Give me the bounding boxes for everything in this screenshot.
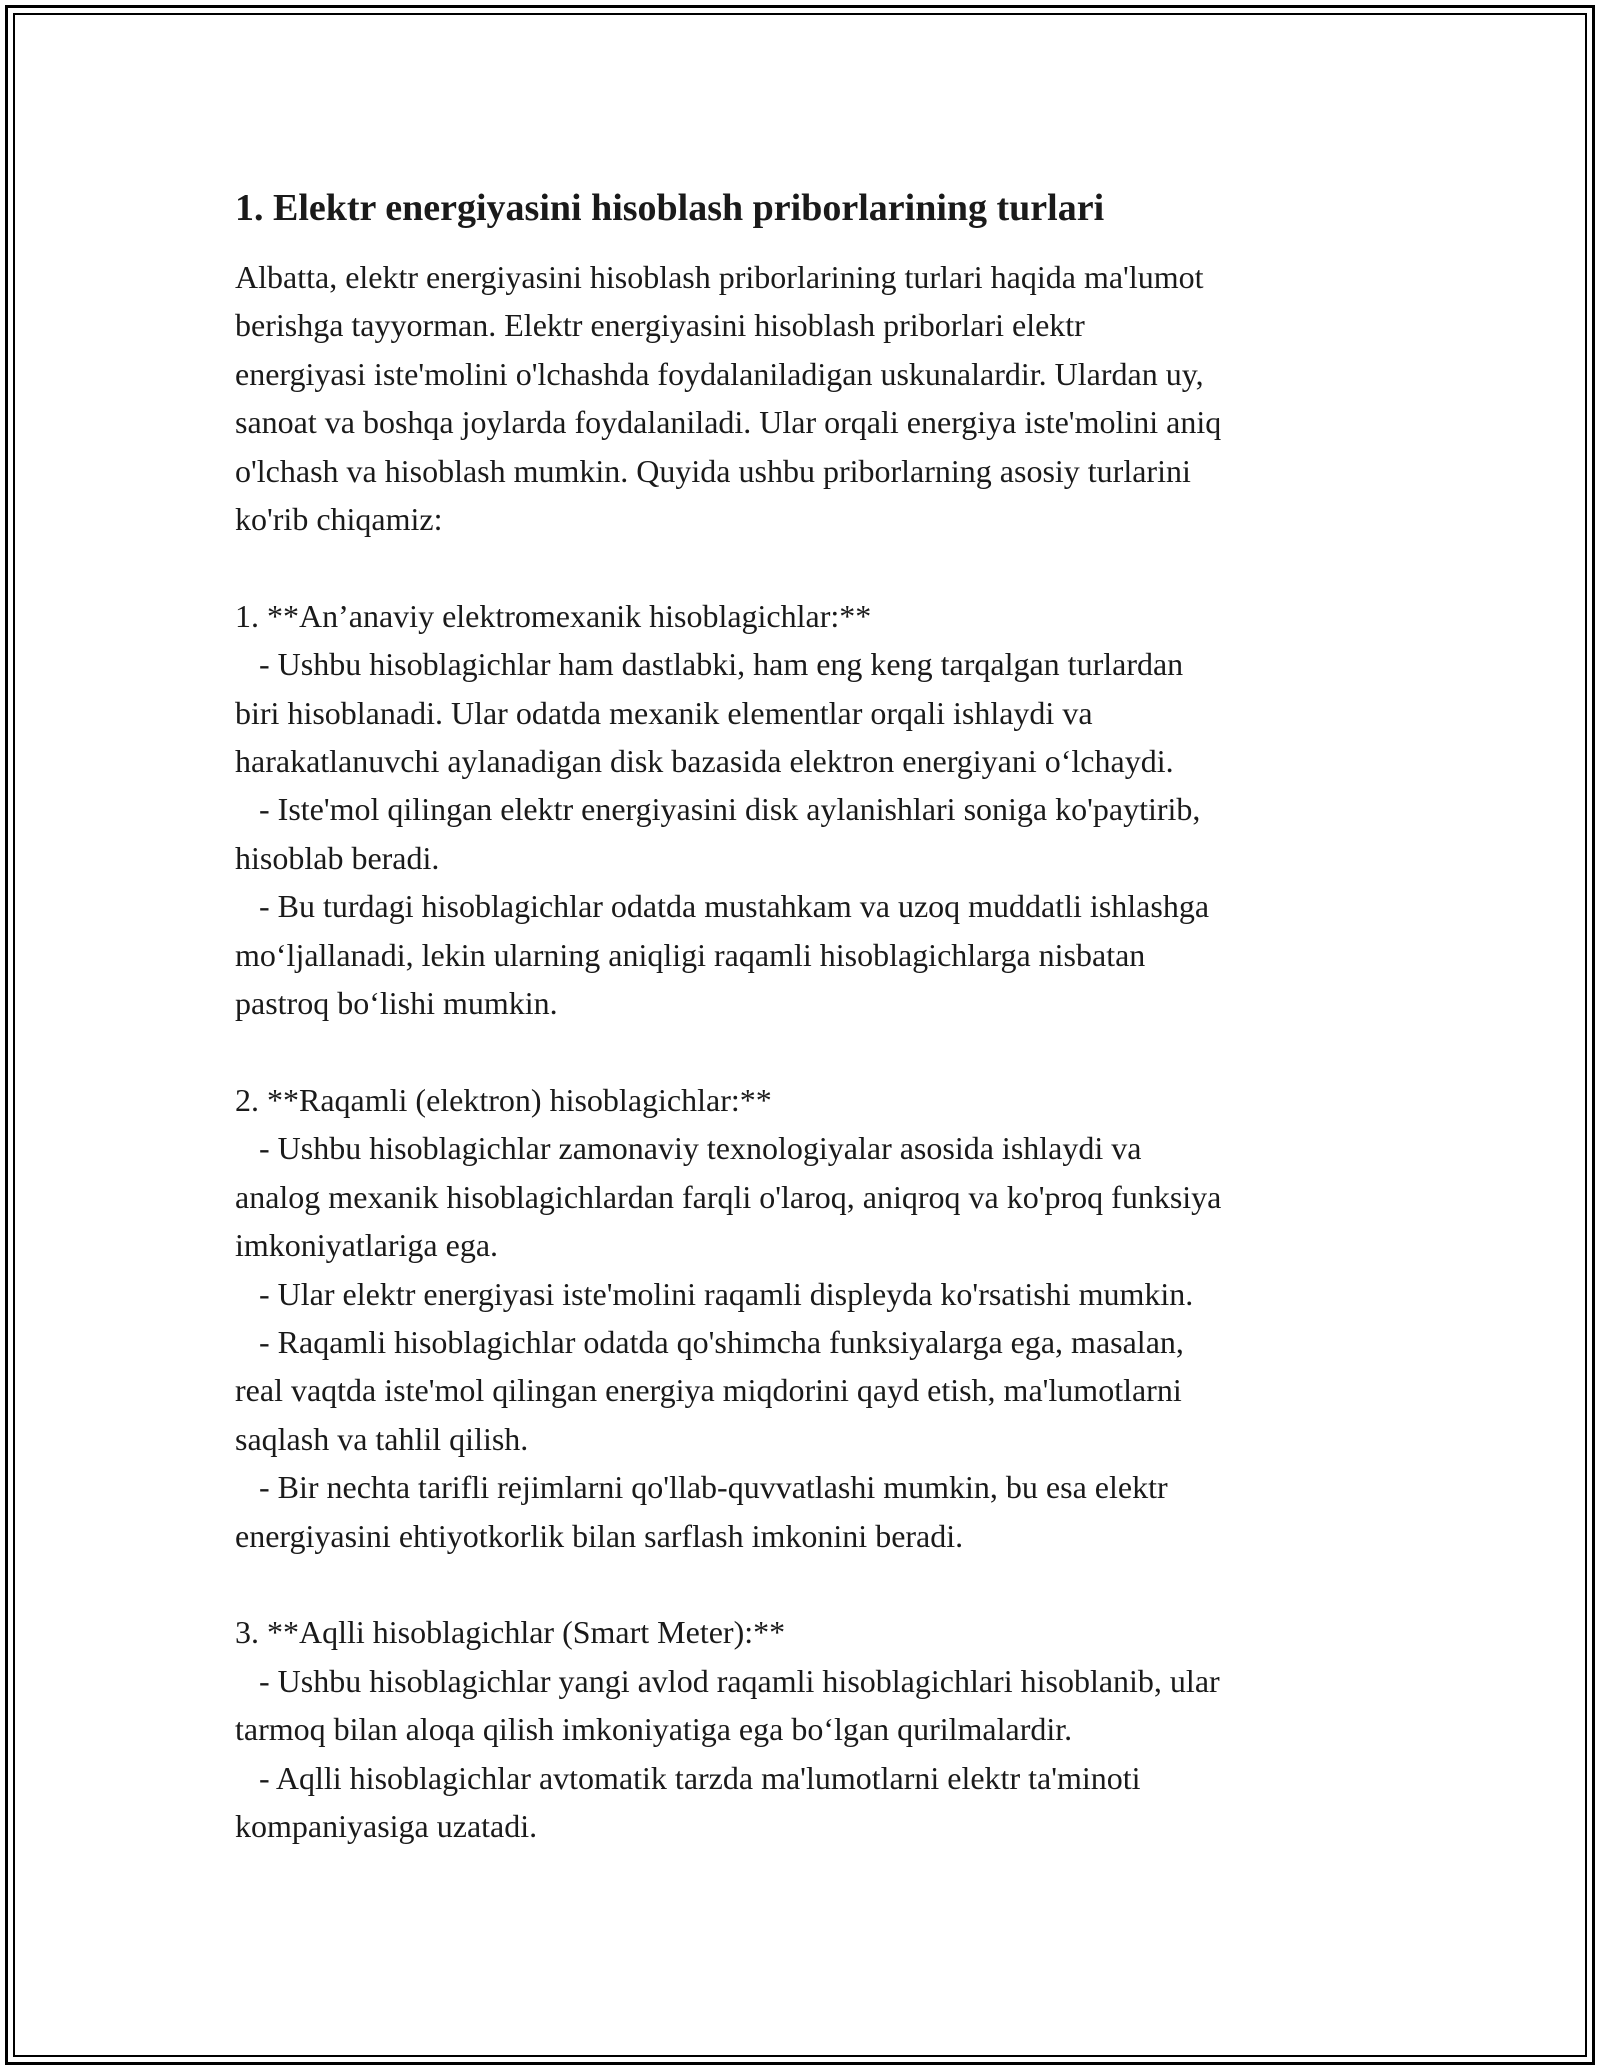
text-line: saqlash va tahlil qilish. (235, 1420, 529, 1457)
text-line: ko'rib chiqamiz: (235, 501, 443, 538)
text-line: analog mexanik hisoblagichlardan farqli o'laroq, aniqroq va ko'proq funksiya (235, 1178, 1222, 1215)
text-line: hisoblab beradi. (235, 839, 440, 876)
document-text (235, 253, 1385, 1850)
text-line: real vaqtda iste'mol qilingan energiya miqdorini qayd etish, ma'lumotlarni (235, 1372, 1182, 1409)
text-line: biri hisoblanadi. Ular odatda mexanik elementlar orqali ishlaydi va (235, 694, 1093, 731)
text-line: Albatta, elektr energiyasini hisoblash priborlarining turlari haqida ma'lumot (235, 259, 1204, 295)
text-line: energiyasini ehtiyotkorlik bilan sarflash imkonini beradi. (235, 1517, 964, 1554)
text-line: imkoniyatlariga ega. (235, 1227, 499, 1264)
blank-line (235, 543, 1385, 591)
document-heading: 1. Elektr energiyasini hisoblash priborlarining turlari (235, 187, 1105, 229)
text-line: 3. **Aqlli hisoblagichlar (Smart Meter):** (235, 1614, 786, 1651)
text-line: - Iste'mol qilingan elektr energiyasini disk aylanishlari soniga ko'paytirib, (235, 791, 1201, 828)
text-line: 2. **Raqamli (elektron) hisoblagichlar:** (235, 1081, 772, 1118)
text-line: sanoat va boshqa joylarda foydalaniladi. Ular orqali energiya iste'molini aniq (235, 404, 1222, 441)
text-line: - Ushbu hisoblagichlar ham dastlabki, ham eng keng tarqalgan turlardan (235, 646, 1184, 683)
text-line: - Raqamli hisoblagichlar odatda qo'shimcha funksiyalarga ega, masalan, (235, 1323, 1184, 1360)
text-line: - Bu turdagi hisoblagichlar odatda mustahkam va uzoq muddatli ishlashga (235, 888, 1210, 925)
text-line: mo‘ljallanadi, lekin ularning aniqligi raqamli hisoblagichlarga nisbatan (235, 936, 1146, 973)
document-body (235, 185, 1385, 1850)
text-line: - Ushbu hisoblagichlar yangi avlod raqamli hisoblagichlari hisoblanib, ular (235, 1662, 1220, 1699)
text-line: - Ular elektr energiyasi iste'molini raqamli displeyda ko'rsatishi mumkin. (235, 1275, 1194, 1312)
text-line: tarmoq bilan aloqa qilish imkoniyatiga ega bo‘lgan qurilmalardir. (235, 1711, 1073, 1748)
blank-line (235, 1560, 1385, 1608)
text-line: energiyasi iste'molini o'lchashda foydalaniladigan uskunalardir. Ulardan uy, (235, 355, 1204, 392)
text-line: 1. **An’anaviy elektromexanik hisoblagichlar:** (235, 597, 872, 634)
text-line: berishga tayyorman. Elektr energiyasini hisoblash priborlari elektr (235, 307, 1085, 344)
text-line: - Aqlli hisoblagichlar avtomatik tarzda ma'lumotlarni elektr ta'minoti (235, 1759, 1141, 1796)
text-line: kompaniyasiga uzatadi. (235, 1807, 538, 1844)
text-line: o'lchash va hisoblash mumkin. Quyida ushbu priborlarning asosiy turlarini (235, 452, 1191, 489)
text-line: harakatlanuvchi aylanadigan disk bazasida elektron energiyani o‘lchaydi. (235, 743, 1174, 780)
text-line: pastroq bo‘lishi mumkin. (235, 985, 558, 1022)
text-line: - Bir nechta tarifli rejimlarni qo'llab-quvvatlashi mumkin, bu esa elektr (235, 1469, 1168, 1506)
text-line: - Ushbu hisoblagichlar zamonaviy texnologiyalar asosida ishlaydi va (235, 1130, 1142, 1167)
blank-line (235, 1027, 1385, 1075)
